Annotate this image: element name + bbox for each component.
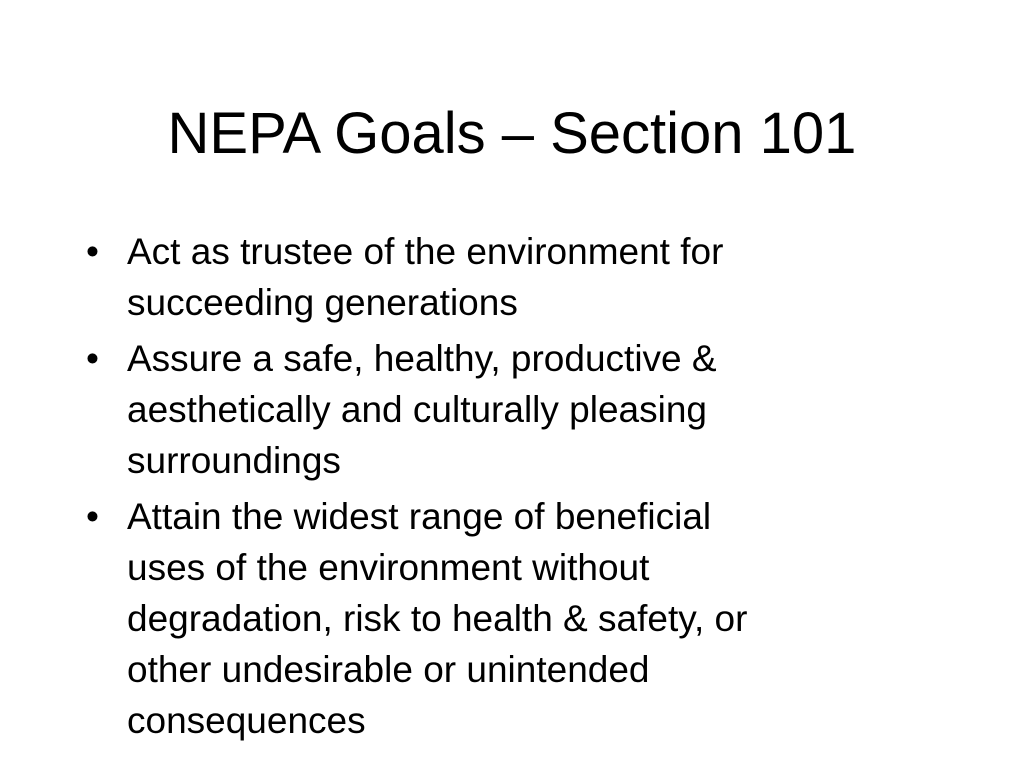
bullet-list <box>86 226 946 751</box>
bullet-line: surroundings <box>127 440 341 481</box>
bullet-item-trustee <box>86 226 946 328</box>
bullet-icon: • <box>86 231 99 272</box>
bullet-icon: • <box>86 338 99 379</box>
slide-title: NEPA Goals – Section 101 <box>167 101 857 166</box>
bullet-line: succeeding generations <box>127 282 518 323</box>
bullet-line: other undesirable or unintended <box>127 649 650 690</box>
bullet-line: Assure a safe, healthy, productive & <box>127 338 717 379</box>
bullet-line: aesthetically and culturally pleasing <box>127 389 708 430</box>
bullet-line: Act as trustee of the environment for <box>127 231 724 272</box>
bullet-item-beneficial-uses <box>86 491 946 746</box>
bullet-item-surroundings <box>86 333 946 486</box>
bullet-line: degradation, risk to health & safety, or <box>127 598 748 639</box>
bullet-line: uses of the environment without <box>127 547 650 588</box>
bullet-line: consequences <box>127 700 366 741</box>
bullet-icon: • <box>86 496 99 537</box>
bullet-line: Attain the widest range of beneficial <box>127 496 712 537</box>
